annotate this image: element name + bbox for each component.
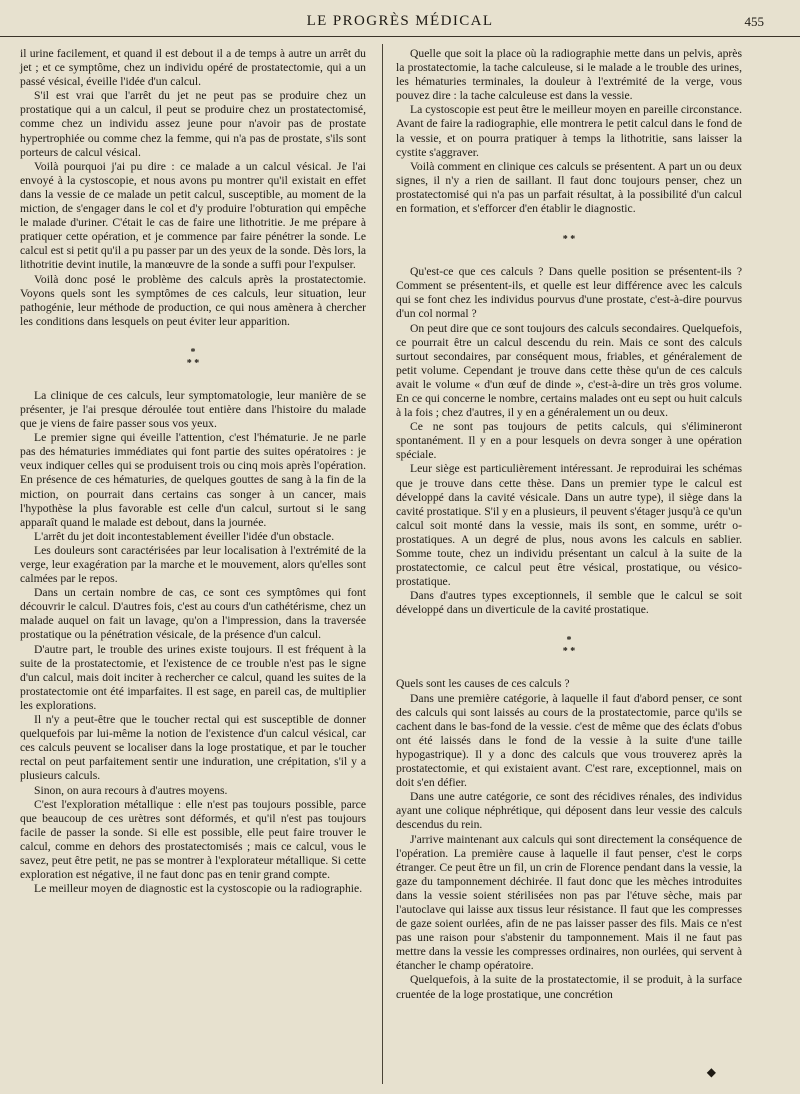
paragraph: Dans d'autres types exceptionnels, il semble que le calcul se soit développé dans un diverticule de la cavité prostatique. xyxy=(396,589,742,617)
paragraph: Dans un certain nombre de cas, ce sont ces symptômes qui font découvrir le calcul. D'autres fois, c'est au cours d'un cathétérisme, chez un malade auquel on fait un lavage, qu'on a l'impression, dans la traversée prostatique ou la pénétration vésicale, de la présence d'un calcul. xyxy=(20,586,366,642)
paragraph: Quels sont les causes de ces calculs ? xyxy=(396,677,570,691)
page-header xyxy=(0,0,800,37)
paragraph: Quelquefois, à la suite de la prostatectomie, il se produit, à la surface cruentée de la loge prostatique, une concrétion xyxy=(396,973,742,1001)
section-separator: * * * xyxy=(186,346,200,369)
left-column xyxy=(20,47,366,896)
paragraph: Les douleurs sont caractérisées par leur localisation à l'extrémité de la verge, leur exagération par la marche et le mouvement, alors qu'elles sont calmées par le repos. xyxy=(20,543,366,586)
running-title: LE PROGRÈS MÉDICAL xyxy=(306,13,494,29)
paragraph: On peut dire que ce sont toujours des calculs secondaires. Quelquefois, ce pourrait être un calcul descendu du rein. Mais ce sont des calculs surtout secondaires, par conséquent mous, friables, et généralement de petit volume. Cependant je trouve dans cette thèse qu'un de ces calculs avait le volume « d'un œuf de dinde », c'est-à-dire un très gros volume. En ce qui concerne le nombre, certains malades ont eu sept ou huit calculs à la fois ; chez d'autres, il y en a généralement un ou deux. xyxy=(396,321,742,420)
paragraph: Le meilleur moyen de diagnostic est la cystoscopie ou la radiographie. xyxy=(34,882,363,896)
paragraph: Quelle que soit la place où la radiographie mette dans un pelvis, après la prostatectomie, la tache calculeuse, si le malade a le trouble des urines, les hématuries terminales, la douleur à l'extrémité de la verge, vous pouvez dire : la tache calculeuse est dans la vessie. xyxy=(396,47,742,103)
column-rule xyxy=(382,44,383,1084)
paragraph: Voilà donc posé le problème des calculs après la prostatectomie. Voyons quels sont les symptômes de ces calculs, leur situation, leur pathogénie, leur méthode de production, ce qui nous amènera à chercher les conditions dans lesquels on peut éviter leur apparition. xyxy=(20,272,366,328)
section-separator: * * * xyxy=(562,635,576,658)
paragraph: S'il est vrai que l'arrêt du jet ne peut pas se produire chez un prostatique qui a un calcul, il peut se produire chez un prostatectomisé, comme chez un individu assez jeune pour n'avoir pas de prostate hypertrophiée ou comme chez la femme, qui n'a pas de prostate, s'ils sont porteurs de calcul vésical. xyxy=(20,89,366,159)
paragraph: Dans une autre catégorie, ce sont des récidives rénales, des individus ayant une colique néphrétique, qui déposent dans leur vessie des calculs descendus du rein. xyxy=(396,790,742,832)
section-separator: * * xyxy=(562,234,576,246)
paragraph: Leur siège est particulièrement intéressant. Je reproduirai les schémas que je trouve dans cette thèse. Dans un premier type le calcul est développé dans la cavité vésicale. Dans un autre type), il siège dans la cavité prostatique. S'il y en a plusieurs, il peuvent s'étager jusqu'à ce qu'un calcul soit monté dans la vessie, mais ils sont, en somme, urétr o-prostatiques. A un degré de plus, nous avons les calculs en sablier. Somme toute, chez un individu présentant un calcul à la suite de la prostatectomie, ce calcul peut être vésical, prostatique, ou vésico-prostatique. xyxy=(396,462,742,589)
paragraph: Qu'est-ce que ces calculs ? Dans quelle position se présentent-ils ? Comment se présentent-ils, et quelle est leur différence avec les calculs qui se font chez les individus pourvus d'une prostate, c'est-à-dire pourvus d'un col normal ? xyxy=(396,265,742,321)
paragraph: Il n'y a peut-être que le toucher rectal qui est susceptible de donner quelquefois par lui-même la notion de l'existence d'un calcul vésical, car ces calculs peuvent se localiser dans la loge prostatique, et par le toucher rectal on peut parfaitement sentir une induration, une crépitation, s'il y a plusieurs calculs. xyxy=(20,713,366,783)
right-column xyxy=(396,47,742,1002)
paragraph: Le premier signe qui éveille l'attention, c'est l'hématurie. Je ne parle pas des hématuries immédiates qui font partie des suites opératoires : je veux indiquer celles qui se produisent trois ou cinq mois après l'opération. En présence de ces hématuries, de quelques gouttes de sang à la fin de la miction, on pourrait dans certains cas songer à un cancer, mais l'hypothèse la plus favorable est celle d'un calcul, surtout si le sang apparaît quand le malade est debout, dans la journée. xyxy=(20,431,366,529)
paragraph: L'arrêt du jet doit incontestablement éveiller l'idée d'un obstacle. xyxy=(34,529,335,543)
paragraph: il urine facilement, et quand il est debout il a de temps à autre un arrêt du jet ; et ce symptôme, chez un individu opéré de prostatectomie, qui a un passé vésical, éveille l'idée d'un calcul. xyxy=(20,47,366,89)
paragraph: La cystoscopie est peut être le meilleur moyen en pareille circonstance. Avant de faire la radiographie, elle montrera le petit calcul dans le fond de la vessie, et on pourra pratiquer à temps la lithotritie, sans laisser la cystite s'aggraver. xyxy=(396,103,742,159)
paragraph: D'autre part, le trouble des urines existe toujours. Il est fréquent à la suite de la prostatectomie, et l'existence de ce trouble n'est pas le signe d'un calcul, mais doit inciter à rechercher ce calcul, quand les suites de la prostatectomie ont été imparfaites. Il est sage, en pareil cas, de multiplier les explorations. xyxy=(20,642,366,712)
end-ornament: ◆ xyxy=(706,1065,716,1079)
paragraph: Voilà pourquoi j'ai pu dire : ce malade a un calcul vésical. Je l'ai envoyé à la cystoscopie, et nous avons pu montrer qu'il existait en effet dans la vessie de ce malade un petit calcul, susceptible, au moment de la miction, de s'engager dans le col et d'y produire l'obturation qui empêche le malade d'uriner. C'était le cas de faire une lithotritie. Je me prépare à pratiquer cette opération, et je commence par faire pénétrer la sonde. Le calcul est si petit qu'il a pu passer par un des yeux de la sonde. Dès lors, la lithotritie devint inutile, la manœuvre de la sonde a suffi pour l'expulser. xyxy=(20,159,366,272)
page-number: 455 xyxy=(744,14,764,29)
paragraph: Sinon, on aura recours à d'autres moyens. xyxy=(34,783,228,797)
paragraph: J'arrive maintenant aux calculs qui sont directement la conséquence de l'opération. La première cause à laquelle il faut penser, c'est le corps étranger. Ce peut être un fil, un crin de Florence pendant dans la vessie, la gaze du tamponnement déchirée. Il faut donc que les mèches introduites dans la vessie soient stérilisées non pas par l'étuve sèche, mais par l'autoclave qui laisse aux tissus leur résistance. Il faut que les compresses de gaze soient ourlées, afin de ne pas laisser passer des fils. Mais ce n'est pas une raison pour s'abstenir du tamponnement. Mais il ne faut pas mettre dans la vessie les compresses ordinaires, non ourlées, qui servent à étancher le champ opératoire. xyxy=(396,832,742,973)
paragraph: La clinique de ces calculs, leur symptomatologie, leur manière de se présenter, je l'ai presque déroulée tout entière dans l'histoire du malade que je viens de faire passer sous vos yeux. xyxy=(20,388,366,431)
paragraph: Dans une première catégorie, à laquelle il faut d'abord penser, ce sont des calculs qui sont laissés au cours de la prostatectomie, parce qu'ils se cachent dans le bas-fond de la vessie. c'est de même que des éclats d'obus ont été laissés dans le fond de la vessie à la suite d'une taille hypogastrique). Il y a donc des calculs que vous trouverez après la prostatectomie, et qui existaient avant. C'est rare, exceptionnel, mais on doit s'en défier. xyxy=(396,691,742,790)
paragraph: Ce ne sont pas toujours de petits calculs, qui s'élimineront spontanément. Il y en a pour lesquels on devra songer à une opération spéciale. xyxy=(396,420,742,462)
paragraph: C'est l'exploration métallique : elle n'est pas toujours possible, parce que beaucoup de ces urètres sont déformés, et qu'il n'est pas toujours facile de passer la sonde. Si elle est possible, elle peut faire trouver le calcul, comme en dehors des prostatectomisés ; mais ce calcul, vous le savez, peut être petit, ne pas se montrer à l'explorateur métallique. Si cette exploration est négative, il ne faut donc pas en tenir grand compte. xyxy=(20,797,366,882)
paragraph: Voilà comment en clinique ces calculs se présentent. A part un ou deux signes, il n'y a rien de saillant. Il faut donc toujours penser, chez un prostatectomisé qui n'a pas un parfait résultat, à la possibilité d'un calcul en formation, et s'efforcer d'en établir le diagnostic. xyxy=(396,159,742,216)
